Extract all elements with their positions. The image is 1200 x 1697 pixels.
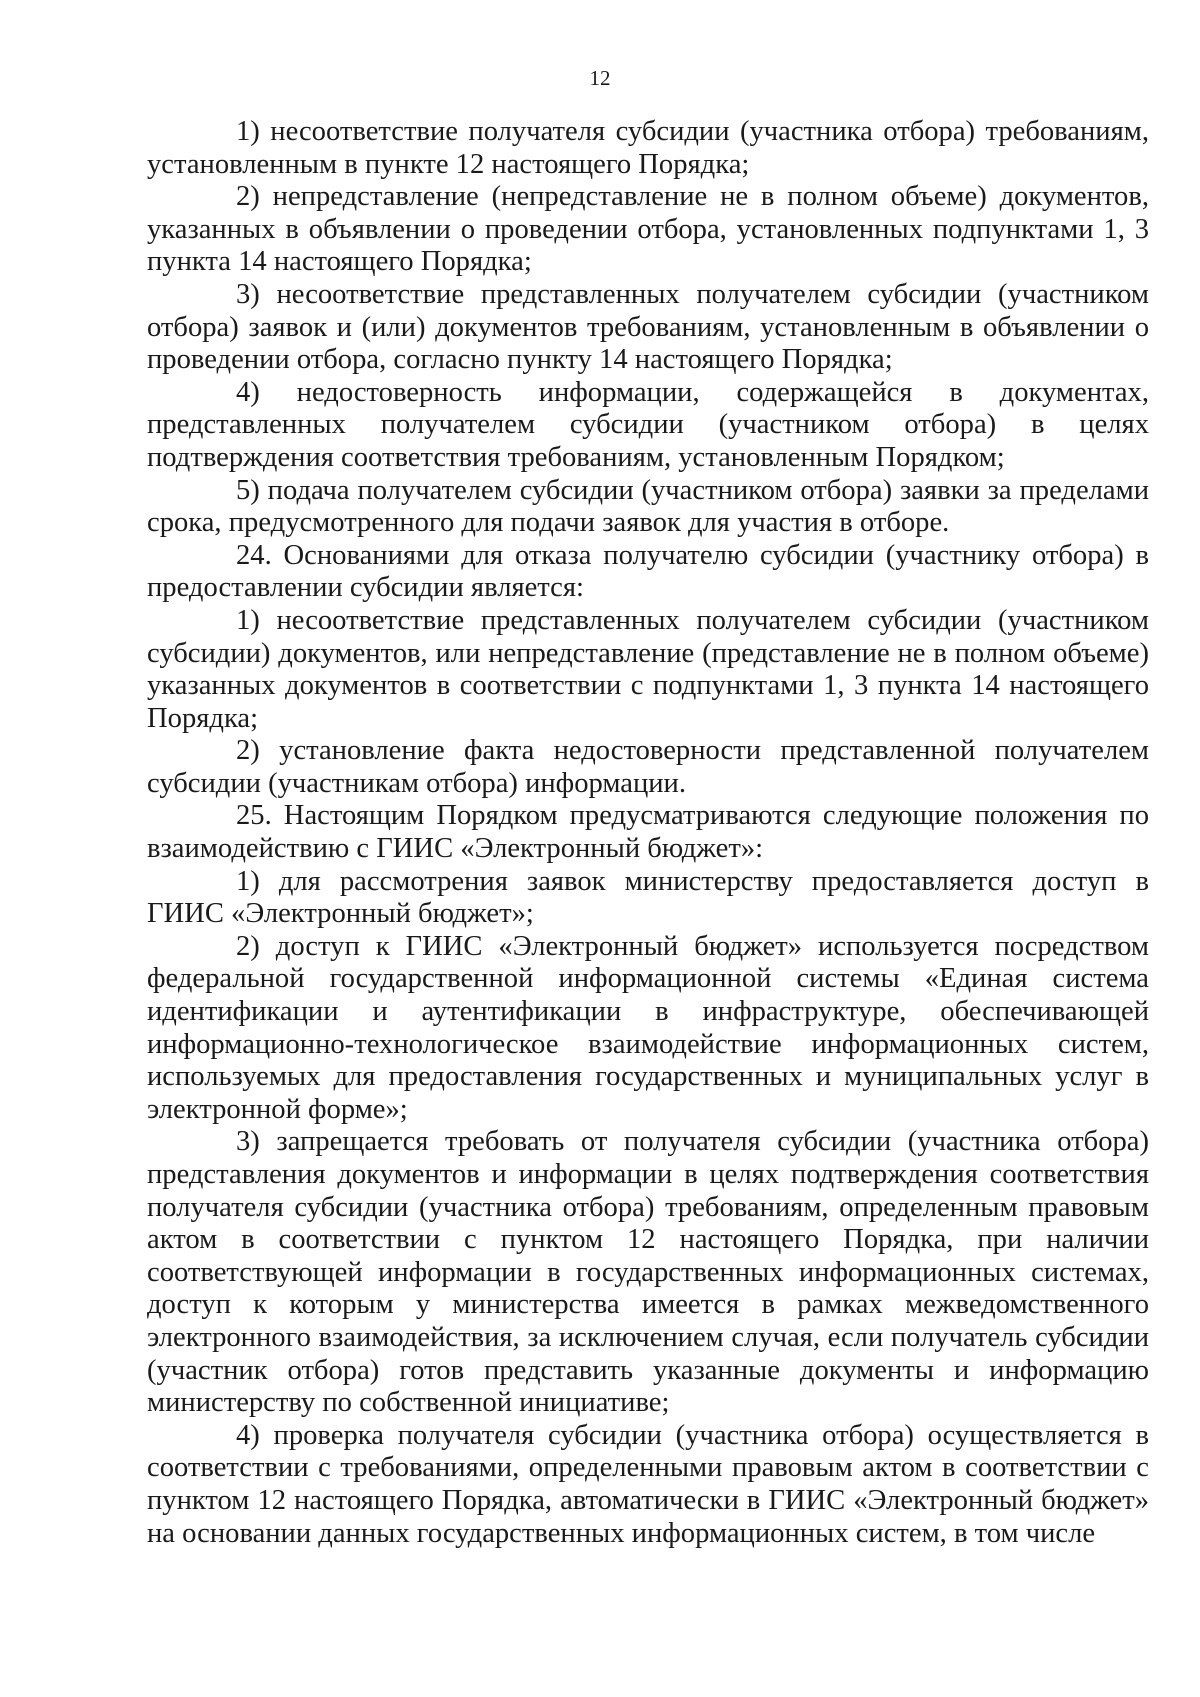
paragraph-section-25-item-1: 1) для рассмотрения заявок министерству предоставляется доступ в ГИИС «Электронный бюджет»; [147,865,1149,930]
paragraph-item-2: 2) непредставление (непредставление не в полном объеме) документов, указанных в объявлении о проведении отбора, установленных подпунктами 1, 3 пункта 14 настоящего Порядка; [147,181,1149,278]
paragraph-item-5: 5) подача получателем субсидии (участником отбора) заявки за пределами срока, предусмотренного для подачи заявок для участия в отборе. [147,474,1149,539]
paragraph-item-1: 1) несоответствие получателя субсидии (участника отбора) требованиям, установленным в пункте 12 настоящего Порядка; [147,116,1149,180]
document-body [147,116,1149,1550]
paragraph-item-3: 3) несоответствие представленных получателем субсидии (участником отбора) заявок и (или) документов требованиям, установленным в объявлении о проведении отбора, согласно пункту 14 настоящего Порядка; [147,278,1149,376]
paragraph-item-4: 4) недостоверность информации, содержащейся в документах, представленных получателем субсидии (участником отбора) в целях подтверждения соответствия требованиям, установленным Порядком; [147,376,1149,473]
paragraph-section-24-item-1: 1) несоответствие представленных получателем субсидии (участником субсидии) документов, или непредставление (представление не в полном объеме) указанных документов в соответствии с подпунктами 1, 3 пункта 14 настоящего Порядка; [147,604,1149,734]
paragraph-section-25-item-4: 4) проверка получателя субсидии (участника отбора) осуществляется в соответствии с требованиями, определенными правовым актом в соответствии с пунктом 12 настоящего Порядка, автоматически в ГИИС «Электронный бюджет» на основании данных государственных информационных систем, в том числе [147,1419,1149,1549]
paragraph-section-24-item-2: 2) установление факта недостоверности представленной получателем субсидии (участникам отбора) информации. [147,735,1149,799]
paragraph-section-24: 24. Основаниями для отказа получателю субсидии (участнику отбора) в предоставлении субсидии является: [147,539,1149,604]
page-number: 12 [589,66,611,90]
paragraph-section-25-item-2: 2) доступ к ГИИС «Электронный бюджет» используется посредством федеральной государственной информационной системы «Единая система идентификации и аутентификации в инфраструктуре, обеспечивающей информационно-технологическое взаимодействие информационных систем, используемых для предоставления государственных и муниципальных услуг в электронной форме»; [147,930,1149,1125]
paragraph-section-25-item-3: 3) запрещается требовать от получателя субсидии (участника отбора) представления документов и информации в целях подтверждения соответствия получателя субсидии (участника отбора) требованиям, определенным правовым актом в соответствии с пунктом 12 настоящего Порядка, при наличии соответствующей информации в государственных информационных системах, доступ к которым у министерства имеется в рамках межведомственного электронного взаимодействия, за исключением случая, если получатель субсидии (участник отбора) готов представить указанные документы и информацию министерству по собственной инициативе; [147,1126,1149,1419]
paragraph-section-25: 25. Настоящим Порядком предусматриваются следующие положения по взаимодействию с ГИИС «Электронный бюджет»: [147,800,1149,865]
